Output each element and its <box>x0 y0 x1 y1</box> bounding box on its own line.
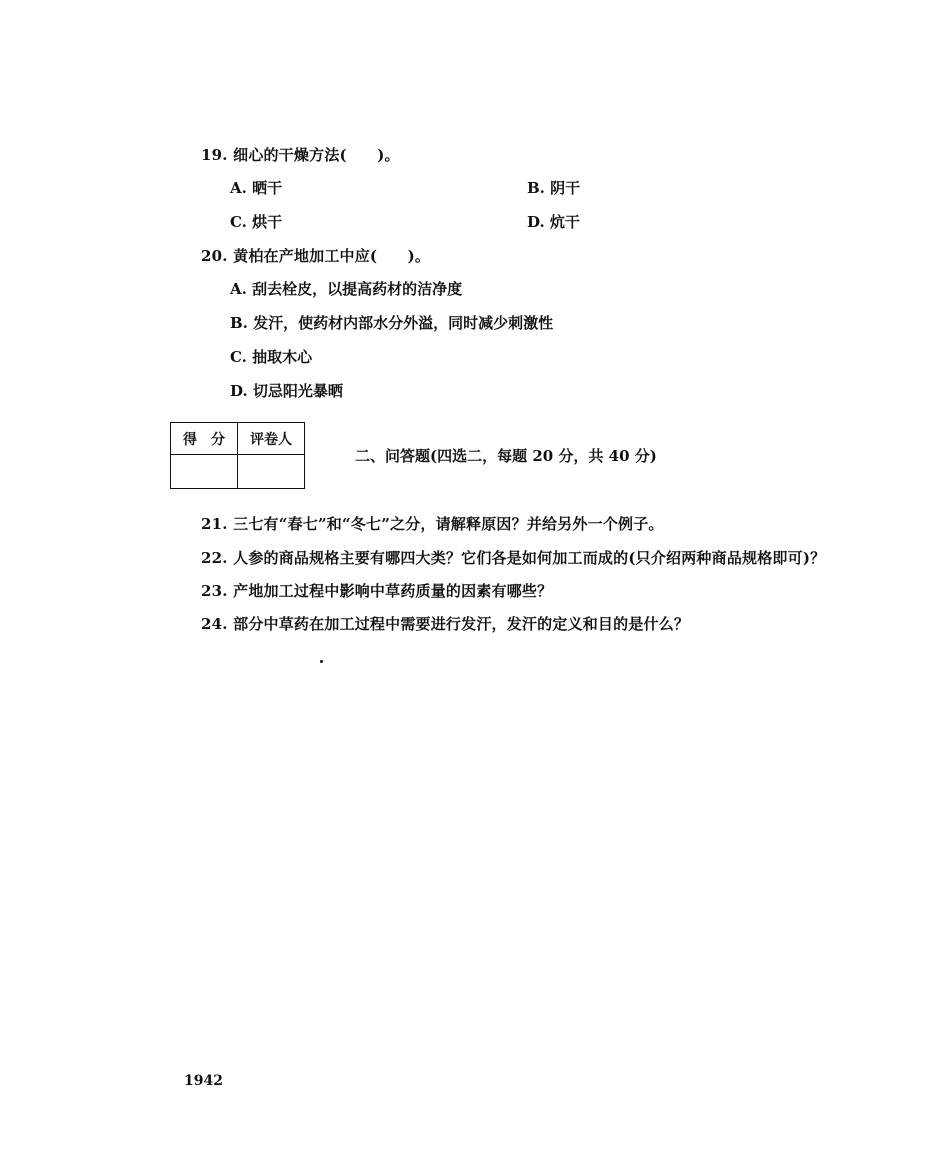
grader-cell <box>238 455 305 489</box>
question-19-stem: 19. 细心的干燥方法( )。 <box>201 146 400 164</box>
question-24: 24. 部分中草药在加工过程中需要进行发汗，发汗的定义和目的是什么？ <box>201 615 690 633</box>
question-20-option-b: B. 发汗，使药材内部水分外溢，同时减少刺激性 <box>230 314 554 332</box>
question-21: 21. 三七有“春七”和“冬七”之分，请解释原因？并给另外一个例子。 <box>201 515 664 533</box>
grader-label: 评卷人 <box>238 423 305 455</box>
score-label: 得 分 <box>171 423 238 455</box>
question-20-stem: 20. 黄柏在产地加工中应( )。 <box>201 247 431 265</box>
question-19-option-c: C. 烘干 <box>230 213 283 231</box>
question-19-option-d: D. 炕干 <box>527 213 580 231</box>
question-20-option-d: D. 切忌阳光暴晒 <box>230 382 343 400</box>
question-19-option-b: B. 阴干 <box>527 179 581 197</box>
page-number: 1942 <box>184 1073 223 1089</box>
question-22: 22. 人参的商品规格主要有哪四大类？它们各是如何加工而成的(只介绍两种商品规格即可)？ <box>201 549 826 567</box>
section-two-title: 二、问答题(四选二，每题 20 分，共 40 分) <box>355 447 657 465</box>
question-19-option-a: A. 晒干 <box>230 179 283 197</box>
score-box <box>170 422 305 489</box>
score-cell <box>171 455 238 489</box>
question-20-option-a: A. 刮去栓皮，以提高药材的洁净度 <box>230 280 463 298</box>
question-20-option-c: C. 抽取木心 <box>230 348 313 366</box>
print-dot <box>320 660 323 663</box>
question-23: 23. 产地加工过程中影响中草药质量的因素有哪些？ <box>201 582 553 600</box>
